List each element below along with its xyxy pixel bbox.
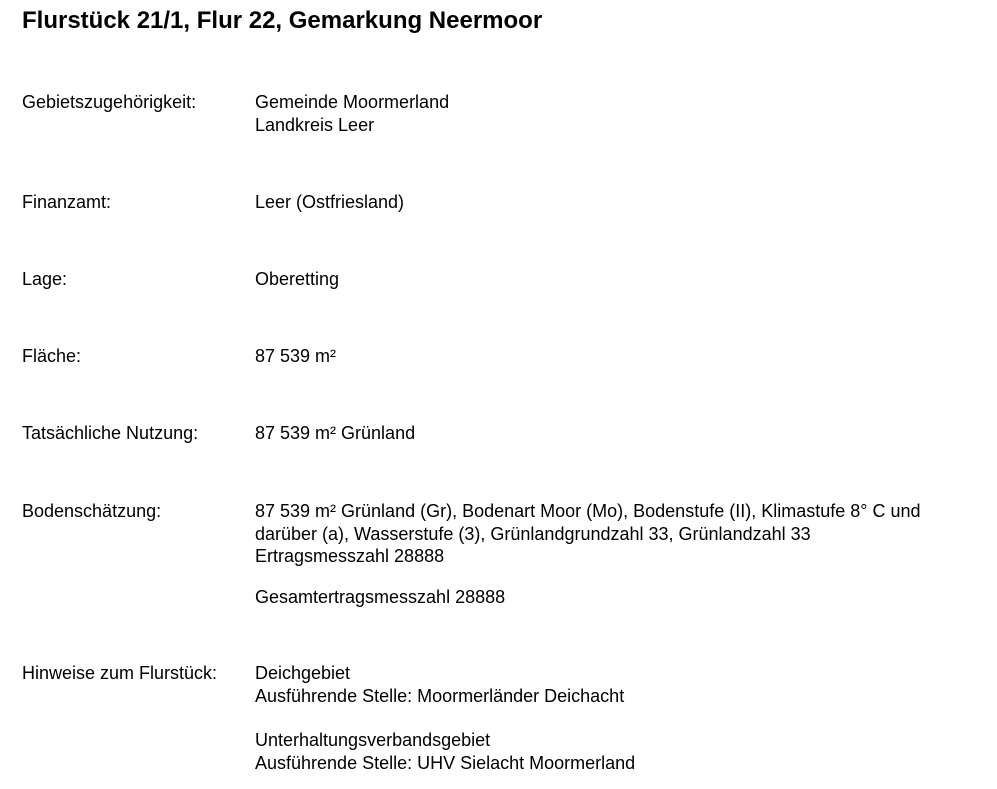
hinweise-value (255, 662, 975, 774)
flaeche-value (255, 345, 975, 368)
nutzung-label: Tatsächliche Nutzung: (22, 423, 199, 443)
hinweis-deichgebiet-title: Deichgebiet (255, 663, 351, 683)
gemeinde-text: Gemeinde Moormerland (255, 92, 450, 112)
flaeche-text: 87 539 m² (255, 346, 337, 366)
bodenschaetzung-label: Bodenschätzung: (22, 501, 162, 521)
lage-text: Oberetting (255, 269, 340, 289)
hinweis-deichgebiet-detail: Ausführende Stelle: Moormerländer Deichacht (255, 685, 625, 706)
gebietszugehoerigkeit-label: Gebietszugehörigkeit: (22, 92, 197, 112)
bodenschaetzung-value (255, 500, 975, 608)
nutzung-text: 87 539 m² Grünland (255, 423, 416, 443)
bodenschaetzung-description: 87 539 m² Grünland (Gr), Bodenart Moor (Mo), Bodenstufe (II), Klimastufe 8° C und darüber (a), Wasserstufe (3), Grünlandgrundzahl 33, Grünlandzahl 33 (255, 501, 921, 544)
hinweis-unterhaltung-detail: Ausführende Stelle: UHV Sielacht Moormerland (255, 752, 636, 773)
nutzung-value (255, 422, 975, 445)
landkreis-text: Landkreis Leer (255, 114, 375, 135)
gebietszugehoerigkeit-value (255, 91, 975, 136)
gesamtertragsmesszahl-text: Gesamtertragsmesszahl 28888 (255, 586, 506, 607)
hinweise-label: Hinweise zum Flurstück: (22, 663, 218, 683)
lage-value (255, 268, 975, 291)
finanzamt-value (255, 191, 975, 214)
finanzamt-text: Leer (Ostfriesland) (255, 192, 405, 212)
flaeche-label: Fläche: (22, 346, 82, 366)
hinweis-unterhaltung-title: Unterhaltungsverbandsgebiet (255, 730, 491, 750)
ertragsmesszahl-text: Ertragsmesszahl 28888 (255, 546, 445, 566)
lage-label: Lage: (22, 269, 68, 289)
finanzamt-label: Finanzamt: (22, 192, 112, 212)
page-title: Flurstück 21/1, Flur 22, Gemarkung Neermoor (22, 7, 543, 34)
